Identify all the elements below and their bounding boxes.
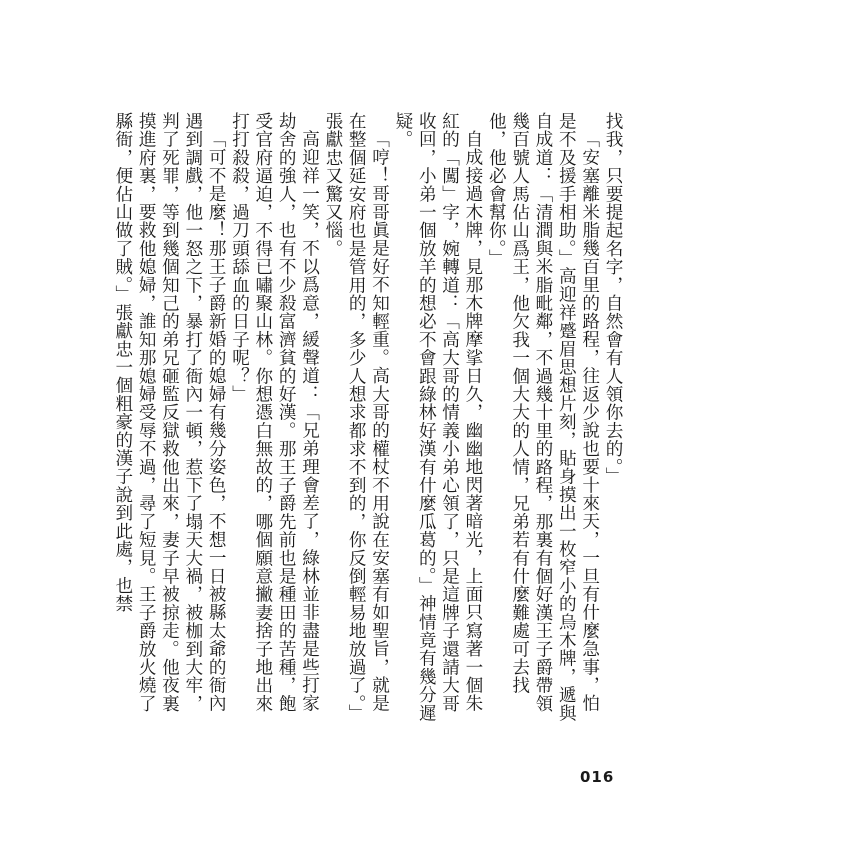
body-text-vertical [112, 112, 624, 728]
paragraph-2: 「安塞離米脂幾百里的路程，往返少說也要十來天，一旦有什麼急事，怕是不及援手相助。」高迎祥蹙眉思想片刻，貼身摸出一枚窄小的烏木牌，遞與自成道：「清澗與米脂毗鄰，不過幾十里的路程，那裏有個好漢王子爵帶領幾百號人馬佔山爲王，他欠我一個大大的人情，兄弟若有什麼難處可去找他，他必會幫你。」 [486, 112, 600, 722]
paragraph-1: 找我，只要提起名字，自然會有人領你去的。」 [603, 112, 623, 486]
paragraph-6: 「可不是麼！那王子爵新婚的媳婦有幾分姿色，不想一日被縣太爺的衙內遇到調戲，他一怒之下，暴打了衙內一頓，惹下了塌天大禍，被枷到大牢，判了死罪，等到幾個知己的弟兄砸監反獄救他出來，妻子早被掠走。他夜裏摸進府裏，要救他媳婦，誰知那媳婦受辱不過，尋了短見。王子爵放火燒了縣衙，便佔山做了賊。」張獻忠一個粗豪的漢子說到此處，也禁 [112, 112, 227, 713]
paragraph-4: 「哼！哥哥眞是好不知輕重。高大哥的權杖不用說在安塞有如聖旨，就是在整個延安府也是管用的，多少人想求都求不到的，你反倒輕易地放過了。」張獻忠又驚又惱。 [322, 112, 390, 722]
paragraph-3: 自成接過木牌，見那木牌摩挲日久，幽幽地閃著暗光，上面只寫著一個朱紅的「闖」字，婉轉道：「高大哥的情義小弟心領了，只是這牌子還請大哥收回，小弟一個放羊的想必不會跟綠林好漢有什麼瓜葛的。」神情竟有幾分遲疑。 [392, 112, 483, 722]
page-number: 016 [580, 768, 615, 786]
paragraph-5: 高迎祥一笑，不以爲意，緩聲道：「兄弟理會差了，綠林並非盡是些打家劫舍的強人，也有不少殺富濟貧的好漢。那王子爵先前也是種田的苦種，飽受官府逼迫，不得已嘯聚山林。你想憑白無故的，哪個願意撇妻捨子地出來打打殺殺，過刀頭舔血的日子呢？」 [229, 112, 320, 713]
